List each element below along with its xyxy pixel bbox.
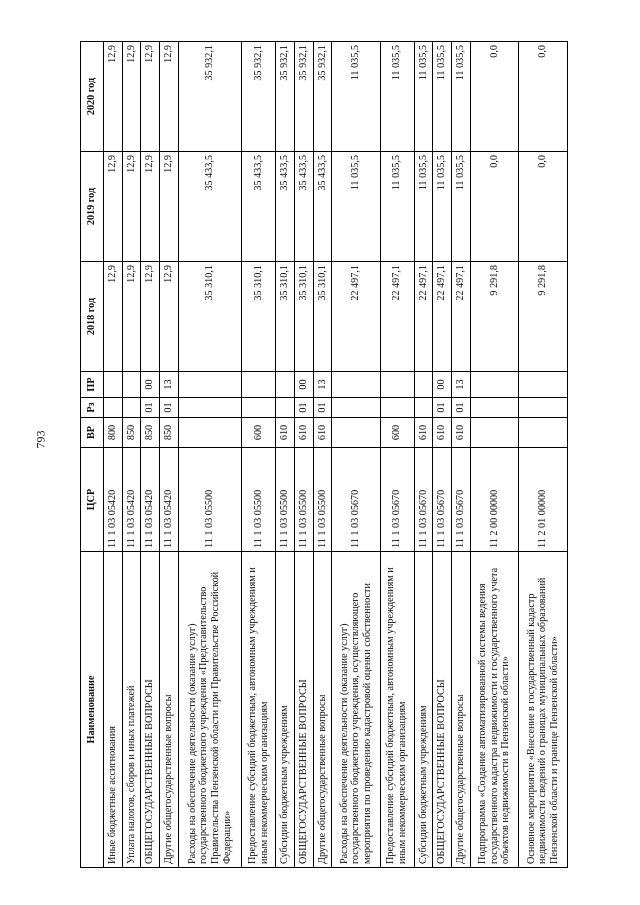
row-vr [332,418,381,448]
row-csr: 11 1 03 05420 [104,448,123,552]
row-vr: 850 [160,418,179,448]
row-2019: 35 433,5 [276,152,295,262]
row-2020: 12,9 [104,42,123,152]
table-row [141,42,160,868]
row-rz [470,398,519,418]
row-2020: 35 932,1 [178,42,242,152]
table-row [470,42,519,868]
table-row [294,42,313,868]
row-2020: 0,0 [470,42,519,152]
row-2020: 11 035,5 [332,42,381,152]
row-vr [470,418,519,448]
row-2020: 11 035,5 [414,42,433,152]
table-row [276,42,295,868]
row-2019: 11 035,5 [332,152,381,262]
table-row [122,42,141,868]
row-2018: 22 497,1 [380,262,414,372]
table-row [452,42,471,868]
table-row [519,42,568,868]
rotated-table-frame [80,42,568,868]
row-csr: 11 1 03 05500 [178,448,242,552]
row-pr: 13 [313,372,332,398]
row-vr: 610 [294,418,313,448]
row-name: Уплата налогов, сборов и иных платежей [122,552,141,868]
row-rz: 01 [294,398,313,418]
row-csr: 11 1 03 05420 [141,448,160,552]
row-vr: 600 [380,418,414,448]
row-2020: 11 035,5 [433,42,452,152]
row-name: Предоставление субсидий бюджетным, автономным учреждениям и иным некоммерческим организациям [242,552,276,868]
row-vr: 610 [433,418,452,448]
row-vr: 610 [452,418,471,448]
row-2018: 22 497,1 [452,262,471,372]
row-csr: 11 1 03 05670 [452,448,471,552]
row-rz [122,398,141,418]
row-pr [178,372,242,398]
row-name: Субсидии бюджетным учреждениям [414,552,433,868]
row-2019: 11 035,5 [452,152,471,262]
row-name: Другие общегосударственные вопросы [160,552,179,868]
table-row [380,42,414,868]
row-pr: 13 [160,372,179,398]
row-csr: 11 1 03 05670 [414,448,433,552]
row-csr: 11 1 03 05500 [242,448,276,552]
row-csr: 11 2 01 00000 [519,448,568,552]
row-2020: 12,9 [141,42,160,152]
row-name: Расходы на обеспечение деятельности (оказание услуг) государственного бюджетного учреждения, осуществляющего мероприятия по проведению кадастровой оценки собственности [332,552,381,868]
table-row [433,42,452,868]
row-2018: 12,9 [104,262,123,372]
row-rz: 01 [160,398,179,418]
row-vr: 610 [313,418,332,448]
row-2018: 22 497,1 [332,262,381,372]
header-csr: ЦСР [81,448,104,552]
page-number: 793 [33,430,48,449]
row-vr: 850 [141,418,160,448]
row-2019: 12,9 [104,152,123,262]
header-vr: ВР [81,418,104,448]
row-rz [178,398,242,418]
row-vr: 850 [122,418,141,448]
row-vr [519,418,568,448]
row-2020: 0,0 [519,42,568,152]
row-pr [414,372,433,398]
row-name: ОБЩЕГОСУДАРСТВЕННЫЕ ВОПРОСЫ [433,552,452,868]
row-name: Основное мероприятие «Внесение в государственный кадастр недвижимости сведений о границах муниципальных образований Пензенской области и границе Пензенской области» [519,552,568,868]
row-2018: 35 310,1 [242,262,276,372]
row-csr: 11 1 03 05500 [276,448,295,552]
row-pr: 13 [452,372,471,398]
row-pr: 00 [141,372,160,398]
row-2020: 11 035,5 [452,42,471,152]
row-2019: 35 433,5 [242,152,276,262]
row-pr [332,372,381,398]
row-vr: 600 [242,418,276,448]
row-2018: 9 291,8 [470,262,519,372]
row-2018: 22 497,1 [414,262,433,372]
row-2018: 12,9 [141,262,160,372]
row-2020: 35 932,1 [294,42,313,152]
header-pr: ПР [81,372,104,398]
rotated-table-container [80,42,568,868]
row-rz [332,398,381,418]
row-pr [380,372,414,398]
header-name: Наименование [81,552,104,868]
row-2019: 11 035,5 [414,152,433,262]
row-2018: 35 310,1 [276,262,295,372]
row-2019: 12,9 [160,152,179,262]
row-2019: 11 035,5 [433,152,452,262]
row-rz: 01 [452,398,471,418]
row-2020: 35 932,1 [313,42,332,152]
row-csr: 11 1 03 05500 [294,448,313,552]
row-name: Подпрограмма «Создание автоматизированной системы ведения государственного кадастра недвижимости и государственного учета объектов недвижимости в Пензенской области» [470,552,519,868]
row-2020: 11 035,5 [380,42,414,152]
row-2020: 12,9 [160,42,179,152]
row-rz [242,398,276,418]
table-header-row [81,42,104,868]
row-name: Предоставление субсидий бюджетным, автономным учреждениям и иным некоммерческим организациям [380,552,414,868]
row-2019: 35 433,5 [313,152,332,262]
row-csr: 11 1 03 05500 [313,448,332,552]
row-rz [380,398,414,418]
header-rz: Рз [81,398,104,418]
row-2019: 35 433,5 [294,152,313,262]
row-pr [276,372,295,398]
header-2018: 2018 год [81,262,104,372]
header-2019: 2019 год [81,152,104,262]
row-pr [104,372,123,398]
table-row [242,42,276,868]
table-row [414,42,433,868]
header-2020: 2020 год [81,42,104,152]
row-pr: 00 [294,372,313,398]
row-rz: 01 [433,398,452,418]
table-row [178,42,242,868]
row-pr: 00 [433,372,452,398]
table-row [332,42,381,868]
row-2019: 12,9 [122,152,141,262]
row-2020: 35 932,1 [242,42,276,152]
row-csr: 11 1 03 05420 [122,448,141,552]
row-2018: 35 310,1 [178,262,242,372]
row-2018: 12,9 [122,262,141,372]
row-pr [519,372,568,398]
row-vr: 610 [276,418,295,448]
row-2018: 35 310,1 [313,262,332,372]
row-name: Другие общегосударственные вопросы [313,552,332,868]
row-pr [122,372,141,398]
row-2020: 12,9 [122,42,141,152]
row-rz [519,398,568,418]
row-2019: 12,9 [141,152,160,262]
row-2018: 9 291,8 [519,262,568,372]
row-pr [470,372,519,398]
row-name: Иные бюджетные ассигнования [104,552,123,868]
row-vr [178,418,242,448]
row-csr: 11 2 00 00000 [470,448,519,552]
row-2019: 0,0 [519,152,568,262]
row-vr: 800 [104,418,123,448]
row-pr [242,372,276,398]
row-csr: 11 1 03 05670 [332,448,381,552]
row-name: Субсидии бюджетным учреждениям [276,552,295,868]
row-2020: 35 932,1 [276,42,295,152]
row-csr: 11 1 03 05670 [433,448,452,552]
row-2018: 22 497,1 [433,262,452,372]
row-2019: 35 433,5 [178,152,242,262]
row-rz: 01 [141,398,160,418]
row-rz [414,398,433,418]
table-row [313,42,332,868]
row-rz: 01 [313,398,332,418]
row-name: Другие общегосударственные вопросы [452,552,471,868]
table-row [160,42,179,868]
row-2019: 11 035,5 [380,152,414,262]
row-name: ОБЩЕГОСУДАРСТВЕННЫЕ ВОПРОСЫ [141,552,160,868]
row-rz [276,398,295,418]
row-csr: 11 1 03 05670 [380,448,414,552]
row-rz [104,398,123,418]
row-name: Расходы на обеспечение деятельности (оказание услуг) государственного бюджетного учреждения «Представительство Правительства Пензенской области при Правительстве Российской Федерации» [178,552,242,868]
table-row [104,42,123,868]
row-2018: 35 310,1 [294,262,313,372]
row-2019: 0,0 [470,152,519,262]
row-name: ОБЩЕГОСУДАРСТВЕННЫЕ ВОПРОСЫ [294,552,313,868]
row-csr: 11 1 03 05420 [160,448,179,552]
row-vr: 610 [414,418,433,448]
budget-table [80,41,568,868]
row-2018: 12,9 [160,262,179,372]
